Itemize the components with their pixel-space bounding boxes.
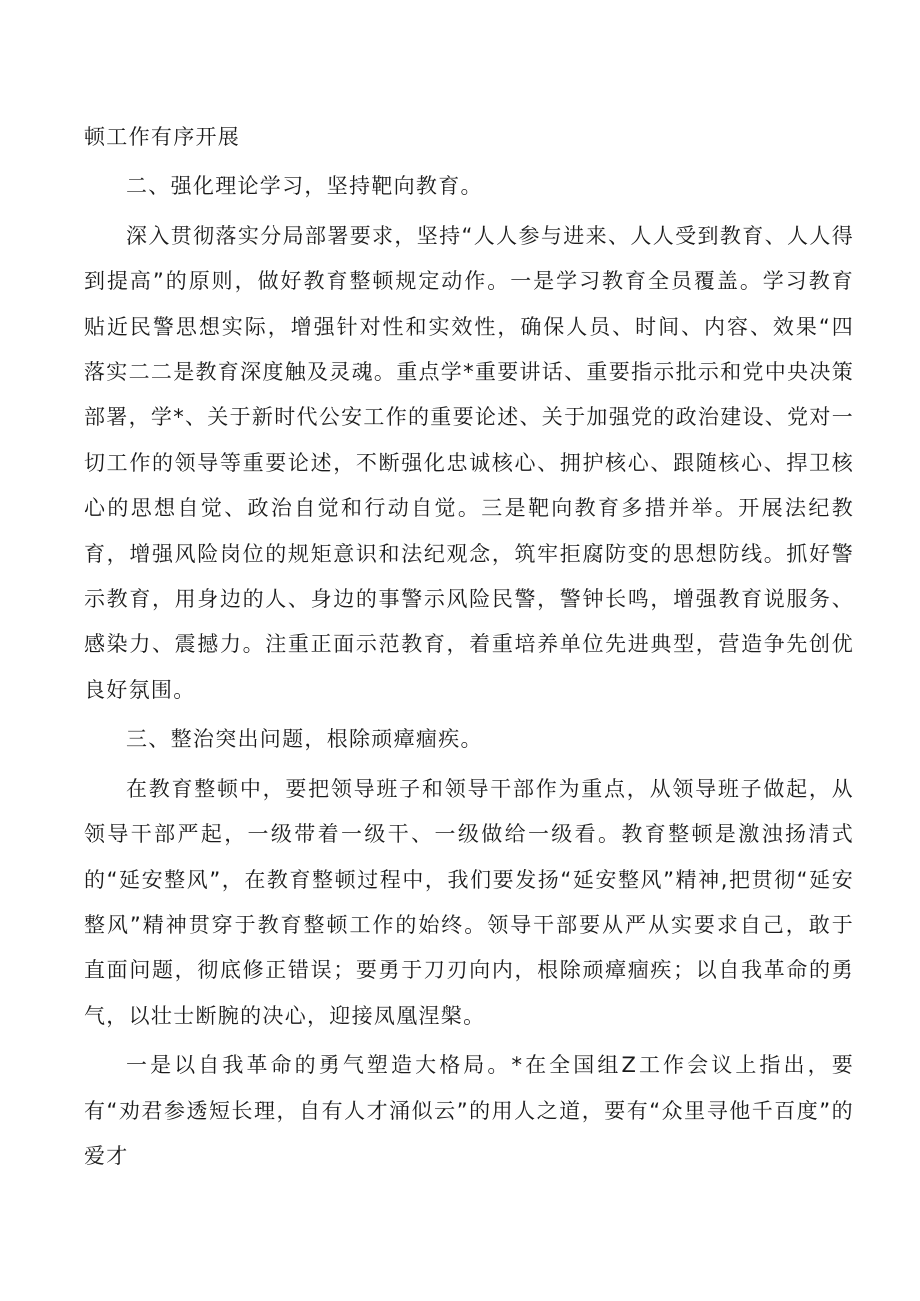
heading-section-three: 三、整治突出问题，根除顽瘴痼疾。 [126, 727, 483, 752]
document-body [84, 115, 854, 1179]
paragraph-section-three-body: 在教育整顿中，要把领导班子和领导干部作为重点，从领导班子做起，从领导干部严起，一级带着一级干、一级做给一级看。教育整顿是激浊扬清式的“延安整风”，在教育整顿过程中，我们要发扬“延安整风”精神,把贯彻“延安整风”精神贯穿于教育整顿工作的始终。领导干部要从严从实要求自己，敢于直面问题，彻底修正错误；要勇于刀刃向内，根除顽瘴痼疾；以自我革命的勇气，以壮士断腕的决心，迎接凤凰涅槃。 [84, 776, 854, 1028]
paragraph-continuation: 顿工作有序开展 [84, 125, 241, 149]
paragraph-section-two-body: 深入贯彻落实分局部署要求，坚持“人人参与进来、人人受到教育、人人得到提高”的原则，做好教育整顿规定动作。一是学习教育全员覆盖。学习教育贴近民警思想实际，增强针对性和实效性，确保人员、时间、内容、效果“四落实二二是教育深度触及灵魂。重点学*重要讲话、重要指示批示和党中央决策部署，学*、关于新时代公安工作的重要论述、关于加强党的政治建设、党对一切工作的领导等重要论述，不断强化忠诚核心、拥护核心、跟随核心、捍卫核心的思想自觉、政治自觉和行动自觉。三是靶向教育多措并举。开展法纪教育，增强风险岗位的规矩意识和法纪观念，筑牢拒腐防变的思想防线。抓好警示教育，用身边的人、身边的事警示风险民警，警钟长鸣，增强教育说服务、感染力、震撼力。注重正面示范教育，着重培养单位先进典型，营造争先创优良好氛围。 [84, 223, 854, 702]
heading-section-two: 二、强化理论学习，坚持靶向教育。 [126, 174, 483, 199]
paragraph-point-one: 一是以自我革命的勇气塑造大格局。*在全国组Z工作会议上指出，要有“劝君参透短长理，自有人才涌似云”的用人之道，要有“众里寻他千百度”的爱才 [84, 1053, 854, 1168]
